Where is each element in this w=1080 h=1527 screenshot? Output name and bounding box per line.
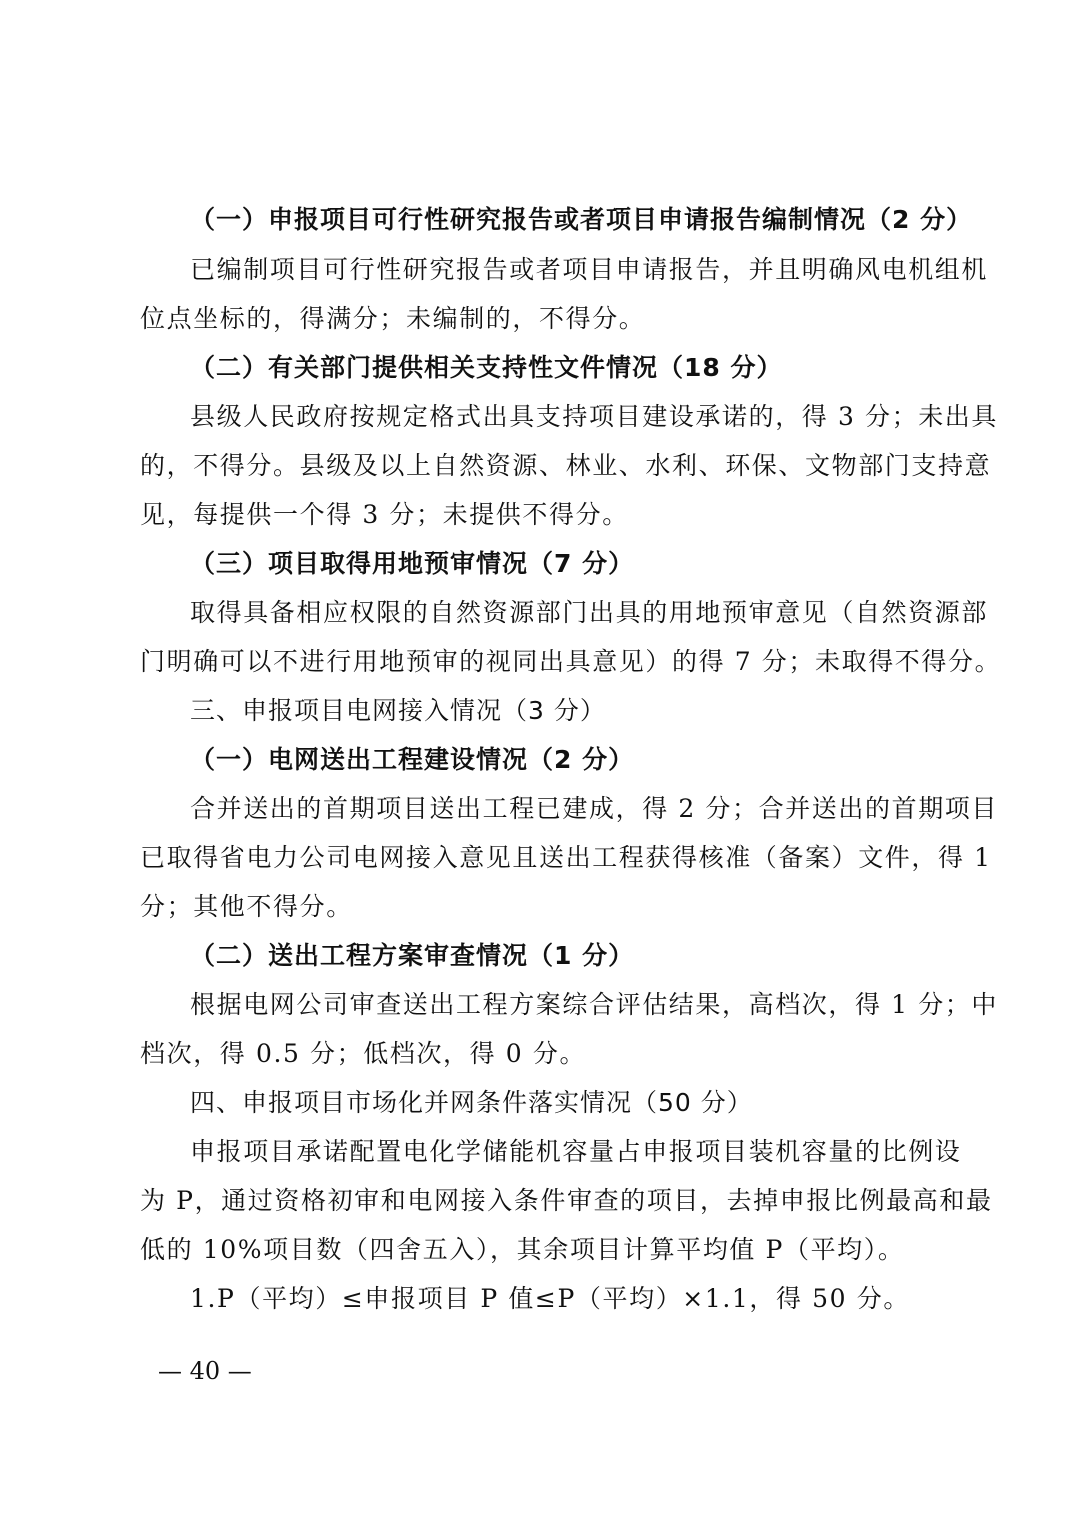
paragraph-line: 门明确可以不进行用地预审的视同出具意见）的得 7 分；未取得不得分。: [140, 647, 1002, 676]
subheading-1-1: （一）申报项目可行性研究报告或者项目申请报告编制情况（2 分）: [190, 205, 973, 234]
paragraph-line: 合并送出的首期项目送出工程已建成，得 2 分；合并送出的首期项目: [190, 794, 999, 823]
paragraph-line: 为 P，通过资格初审和电网接入条件审查的项目，去掉申报比例最高和最: [140, 1186, 993, 1215]
paragraph-line: 的，不得分。县级及以上自然资源、林业、水利、环保、文物部门支持意: [140, 451, 992, 480]
paragraph-line: 申报项目承诺配置电化学储能机容量占申报项目装机容量的比例设: [190, 1137, 962, 1166]
section-heading-3: 三、申报项目电网接入情况（3 分）: [190, 696, 606, 725]
paragraph-line: 县级人民政府按规定格式出具支持项目建设承诺的，得 3 分；未出具: [190, 402, 999, 431]
paragraph-line: 位点坐标的，得满分；未编制的，不得分。: [140, 304, 646, 333]
subheading-3-2: （二）送出工程方案审查情况（1 分）: [190, 941, 635, 970]
paragraph-line: 档次，得 0.5 分；低档次，得 0 分。: [140, 1039, 587, 1068]
subheading-1-2: （二）有关部门提供相关支持性文件情况（18 分）: [190, 353, 783, 382]
subheading-3-1: （一）电网送出工程建设情况（2 分）: [190, 745, 635, 774]
paragraph-line: 1.P（平均）≤申报项目 P 值≤P（平均）×1.1，得 50 分。: [190, 1284, 910, 1313]
paragraph-line: 已取得省电力公司电网接入意见且送出工程获得核准（备案）文件，得 1: [140, 843, 992, 872]
section-heading-4: 四、申报项目市场化并网条件落实情况（50 分）: [190, 1088, 753, 1117]
paragraph-line: 分；其他不得分。: [140, 892, 353, 921]
paragraph-line: 取得具备相应权限的自然资源部门出具的用地预审意见（自然资源部: [190, 598, 989, 627]
paragraph-line: 根据电网公司审查送出工程方案综合评估结果，高档次，得 1 分；中: [190, 990, 999, 1019]
page-number: — 40 —: [158, 1357, 252, 1385]
paragraph-line: 低的 10%项目数（四舍五入），其余项目计算平均值 P（平均）。: [140, 1235, 905, 1264]
paragraph-line: 已编制项目可行性研究报告或者项目申请报告，并且明确风电机组机: [190, 255, 989, 284]
subheading-1-3: （三）项目取得用地预审情况（7 分）: [190, 549, 635, 578]
paragraph-line: 见，每提供一个得 3 分；未提供不得分。: [140, 500, 629, 529]
